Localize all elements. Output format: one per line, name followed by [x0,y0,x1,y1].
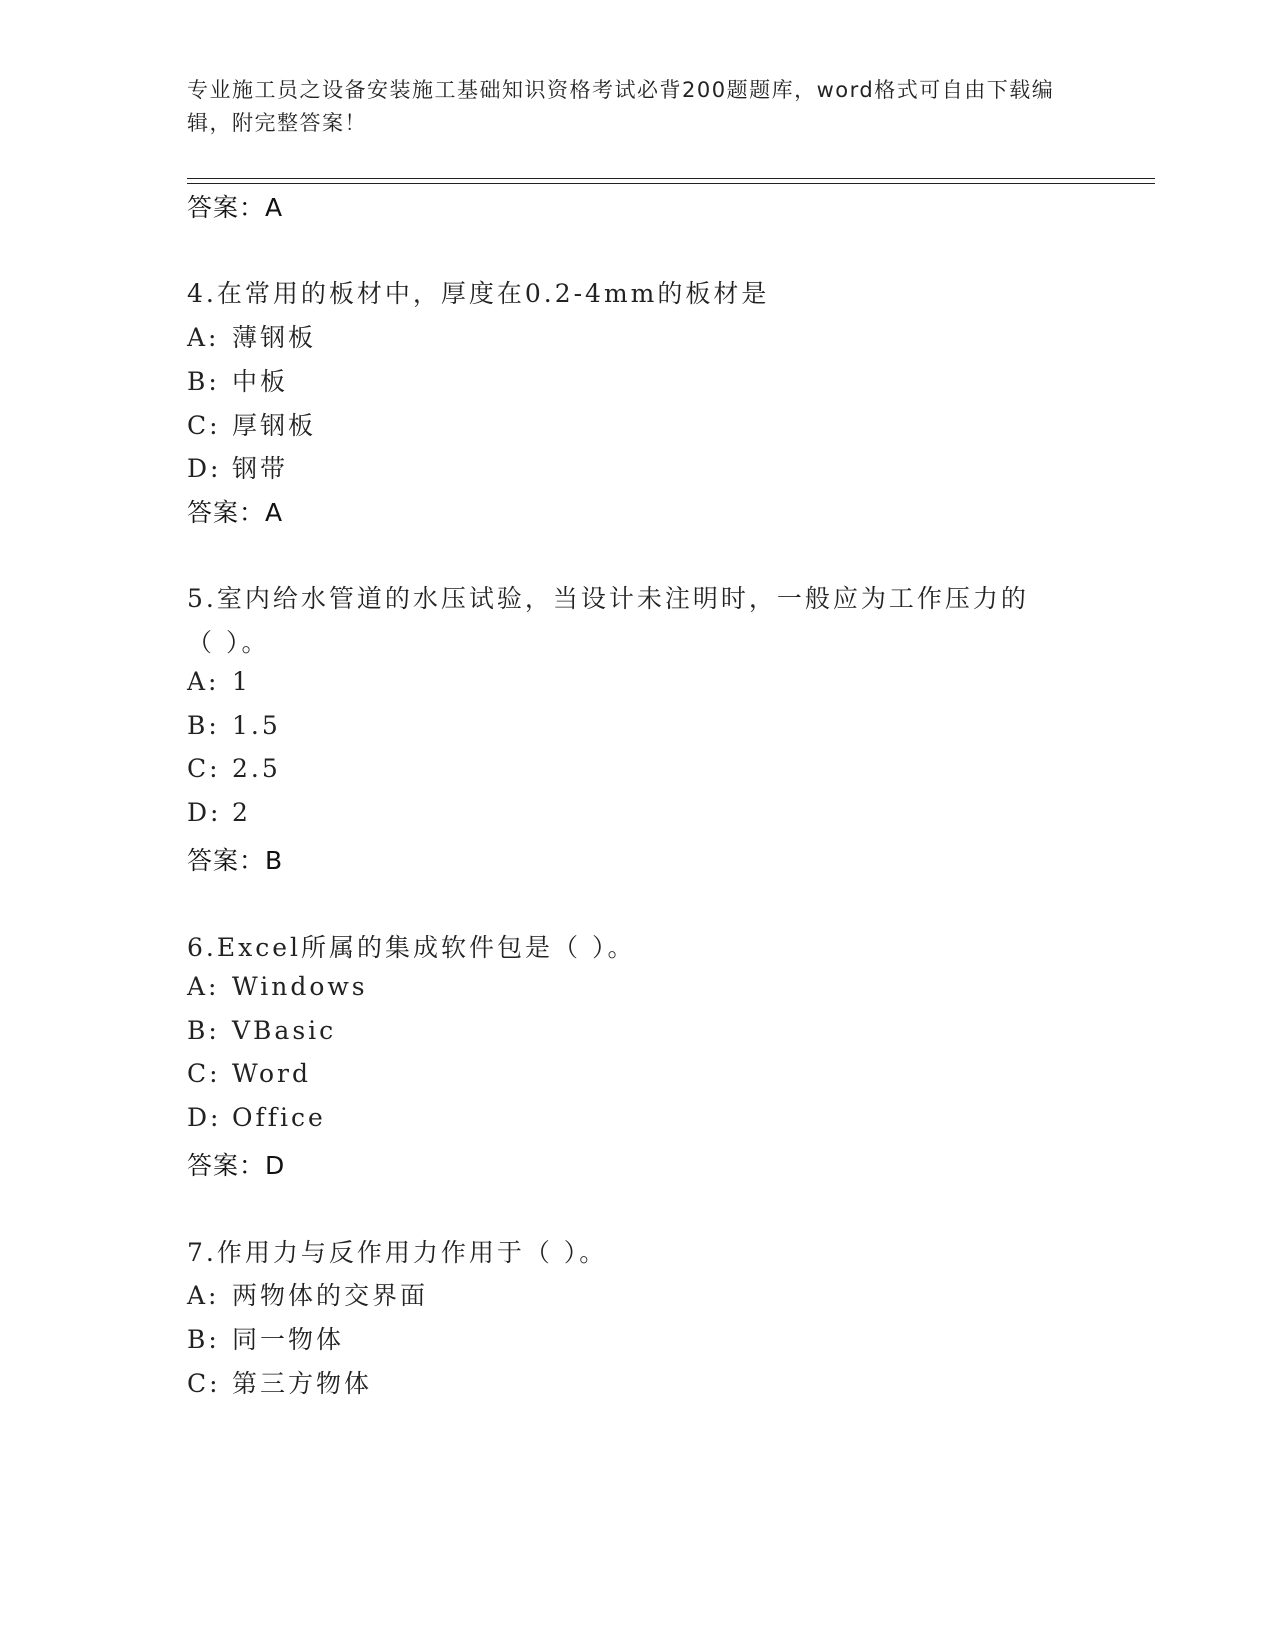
document-header: 专业施工员之设备安装施工基础知识资格考试必背200题题库，word格式可自由下载编辑，附完整答案！ [187,78,1055,135]
option-label: D: [187,1103,222,1132]
option-6d [187,1103,326,1132]
option-label: C: [187,1369,221,1398]
header-divider-top [187,178,1155,179]
option-label: C: [187,754,221,783]
option-text: 中板 [232,367,289,396]
header-divider-bottom [187,183,1155,184]
option-text: 同一物体 [232,1325,345,1354]
option-label: A: [187,972,220,1001]
option-text: 2 [232,798,251,827]
option-4d [187,449,288,485]
option-label: B: [187,1325,220,1354]
option-label: A: [187,667,220,696]
question-stem-7: 7.作用力与反作用力作用于（ ）。 [187,1238,608,1267]
option-text: 第三方物体 [232,1369,373,1398]
option-label: B: [187,367,220,396]
option-7b [187,1320,344,1356]
option-label: D: [187,798,222,827]
option-4b [187,362,288,398]
question-stem-6: 6.Excel所属的集成软件包是（ ）。 [187,933,636,962]
option-text: Office [232,1103,326,1132]
option-6c [187,1059,311,1088]
option-label: C: [187,1059,221,1088]
option-text: 钢带 [232,454,289,483]
option-7c [187,1364,372,1400]
option-7a [187,1276,428,1312]
answer-line: 答案：A [187,193,284,222]
option-label: B: [187,711,220,740]
option-text: 2.5 [232,754,281,783]
option-label: C: [187,411,221,440]
option-text: 薄钢板 [232,323,317,352]
option-5d [187,798,251,827]
option-label: A: [187,1281,220,1310]
option-label: B: [187,1016,220,1045]
option-4a [187,318,316,354]
question-stem-5-line1: 5.室内给水管道的水压试验，当设计未注明时，一般应为工作压力的 [187,584,1029,613]
option-text: 两物体的交界面 [232,1281,429,1310]
option-5a [187,667,251,696]
answer-line: 答案：B [187,846,284,875]
option-6a [187,972,368,1001]
option-label: A: [187,323,220,352]
question-stem-5-line2: （ ）。 [187,628,270,657]
option-5c [187,754,281,783]
answer-line: 答案：D [187,1151,286,1180]
option-text: Windows [232,972,368,1001]
option-text: Word [232,1059,312,1088]
option-5b [187,711,281,740]
option-text: 1.5 [232,711,281,740]
answer-line: 答案：A [187,498,284,527]
option-text: 1 [232,667,251,696]
option-text: VBasic [232,1016,337,1045]
option-6b [187,1016,336,1045]
question-stem-4: 4.在常用的板材中，厚度在0.2-4mm的板材是 [187,279,770,308]
option-text: 厚钢板 [232,411,317,440]
option-label: D: [187,454,222,483]
option-4c [187,406,316,442]
